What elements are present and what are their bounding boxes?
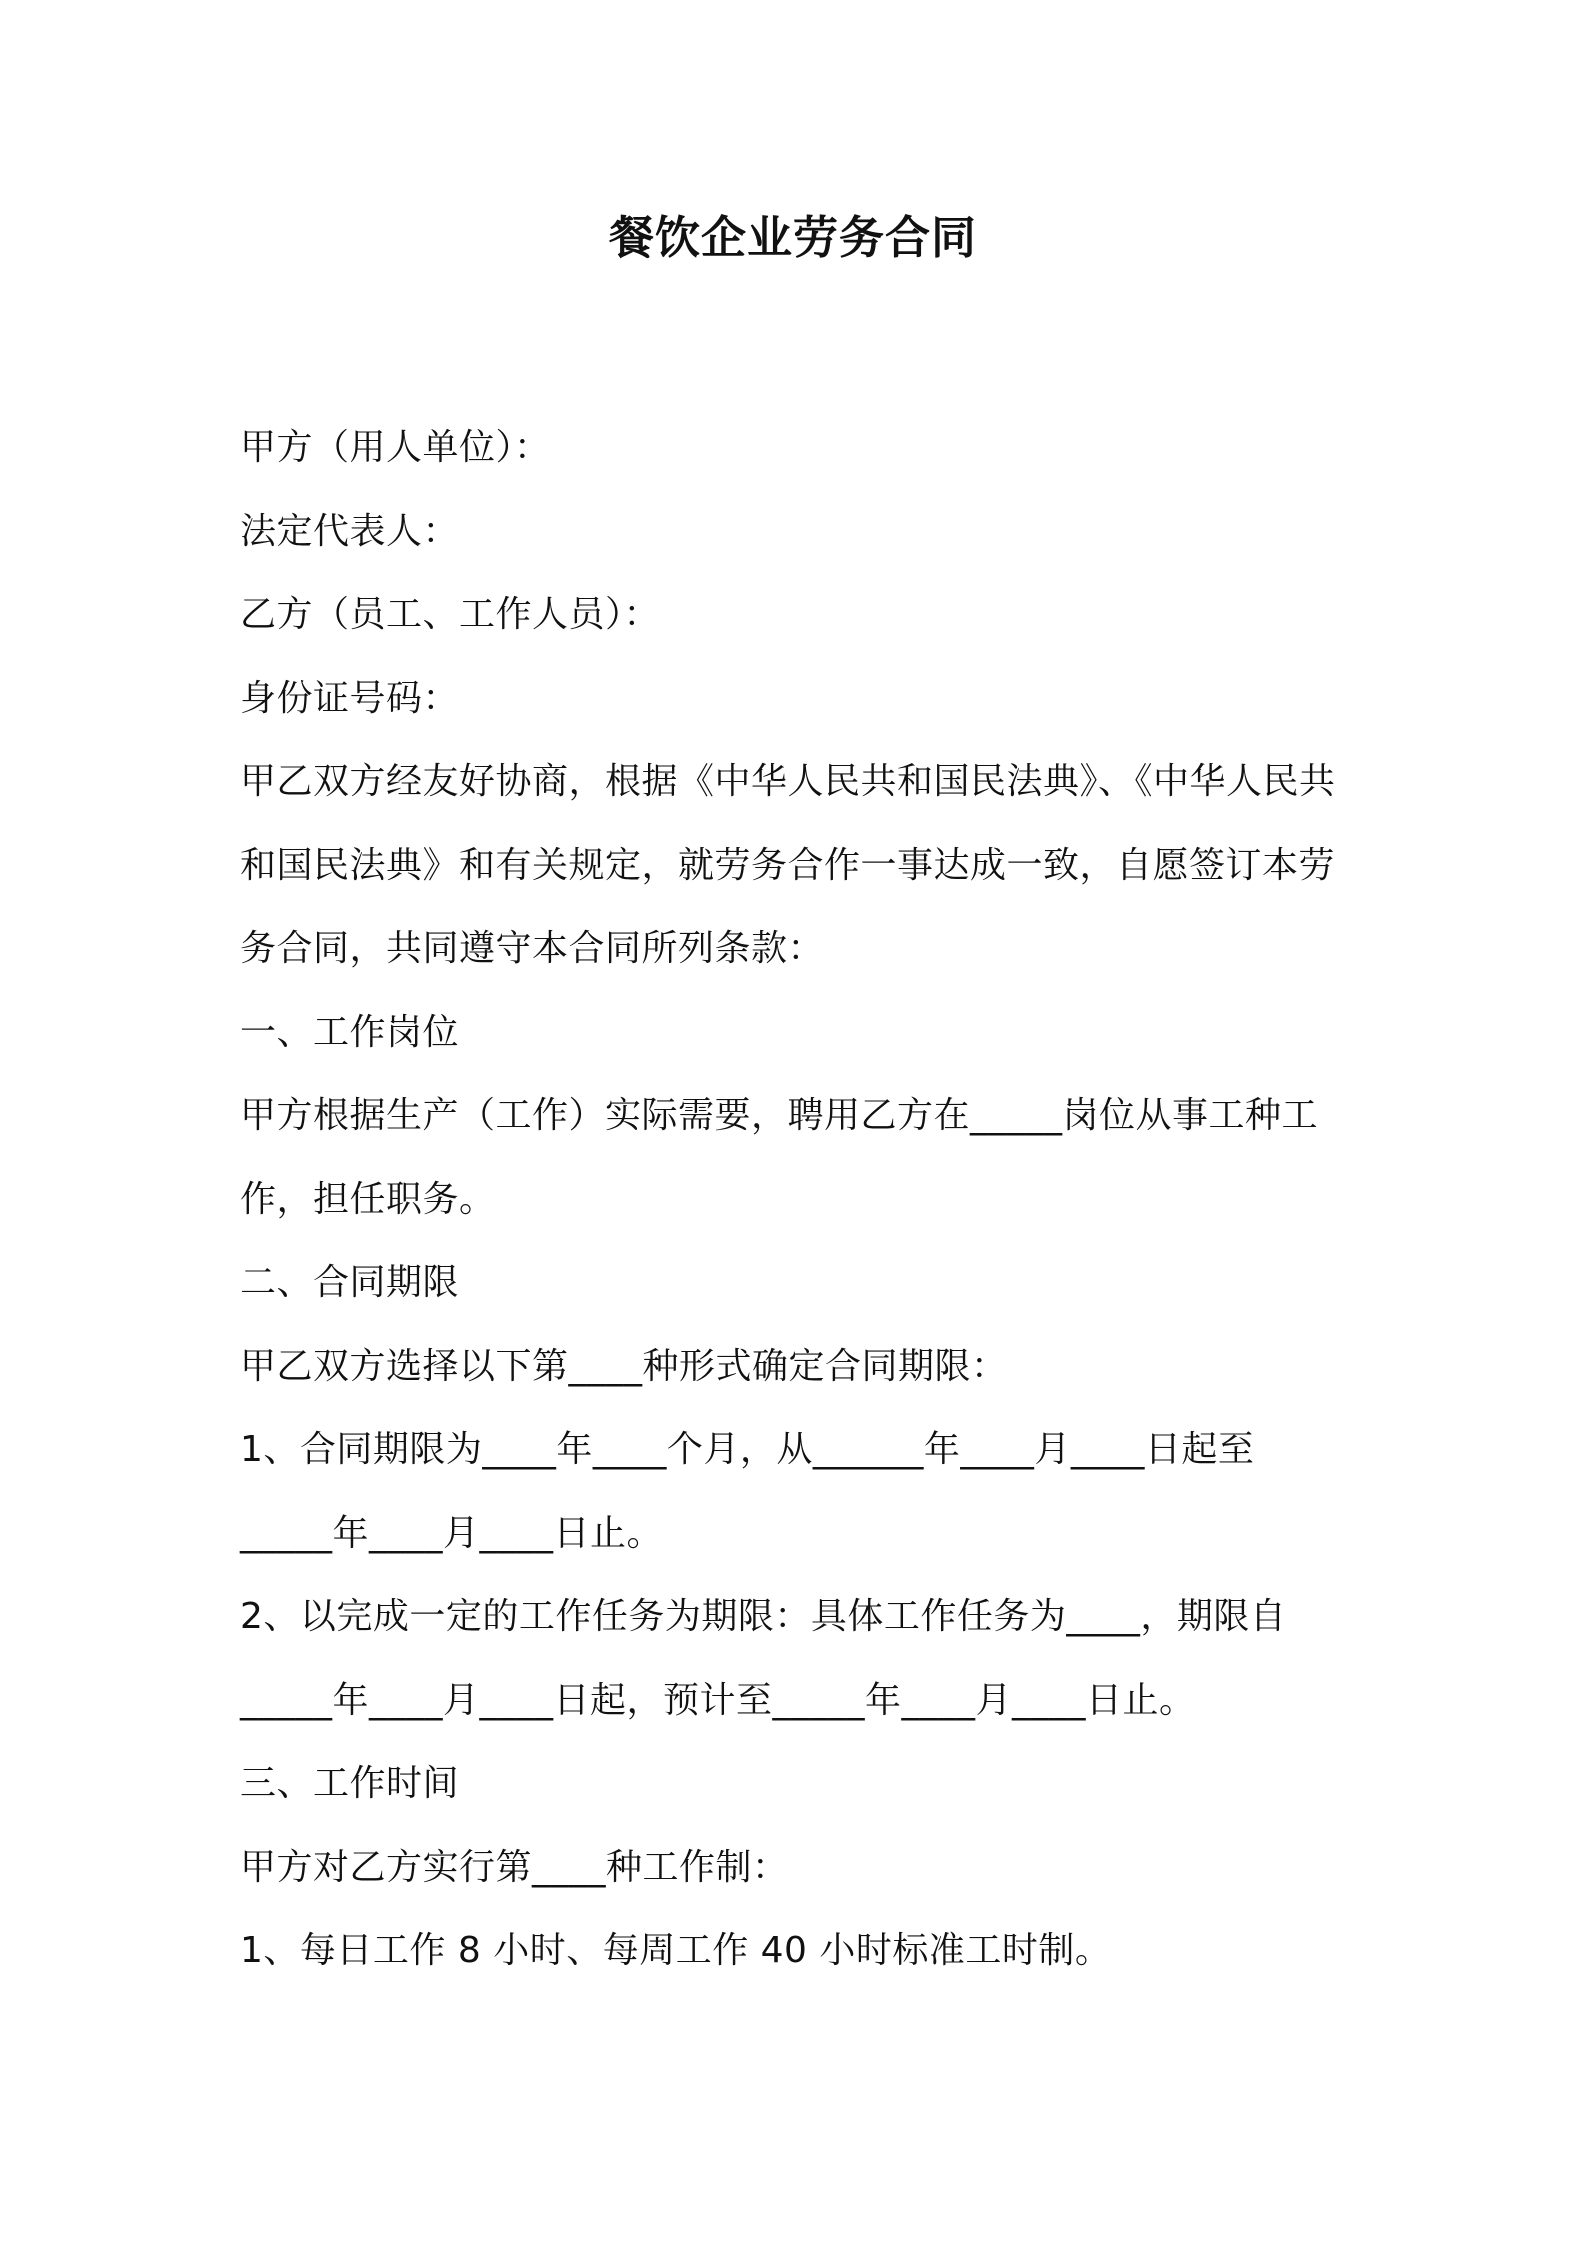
preamble-line: 务合同，共同遵守本合同所列条款： [240,928,825,969]
document-body [240,406,1350,1993]
list-item-line: 2、以完成一定的工作任务为期限：具体工作任务为____，期限自 [240,1596,1287,1637]
list-item-line: _____年____月____日起，预计至_____年____月____日止。 [240,1679,1196,1721]
legal-representative-line: 法定代表人： [240,510,460,552]
list-item-line: 1、每日工作 8 小时、每周工作 40 小时标准工时制。 [240,1930,1112,1971]
paragraph-line: 甲方根据生产（工作）实际需要，聘用乙方在_____岗位从事工种工 [240,1095,1319,1136]
id-number-line: 身份证号码： [240,677,460,719]
preamble-line: 甲乙双方经友好协商，根据《中华人民共和国民法典》、《中华人民共 [240,761,1336,802]
paragraph-line: 甲方对乙方实行第____种工作制： [240,1846,789,1888]
list-item-line: _____年____月____日止。 [240,1512,664,1554]
party-a-line: 甲方（用人单位）： [240,427,551,468]
section-heading: 三、工作时间 [240,1763,460,1804]
paragraph-line: 甲乙双方选择以下第____种形式确定合同期限： [240,1345,1008,1387]
section-heading: 一、工作岗位 [240,1011,460,1053]
paragraph-line: 作，担任职务。 [240,1178,496,1220]
section-heading: 二、合同期限 [240,1262,460,1303]
preamble-line: 和国民法典》和有关规定，就劳务合作一事达成一致，自愿签订本劳 [240,844,1336,886]
document-title: 餐饮企业劳务合同 [608,211,977,264]
party-b-line: 乙方（员工、工作人员）： [240,594,661,635]
list-item-line: 1、合同期限为____年____个月，从______年____月____日起至 [240,1429,1255,1470]
